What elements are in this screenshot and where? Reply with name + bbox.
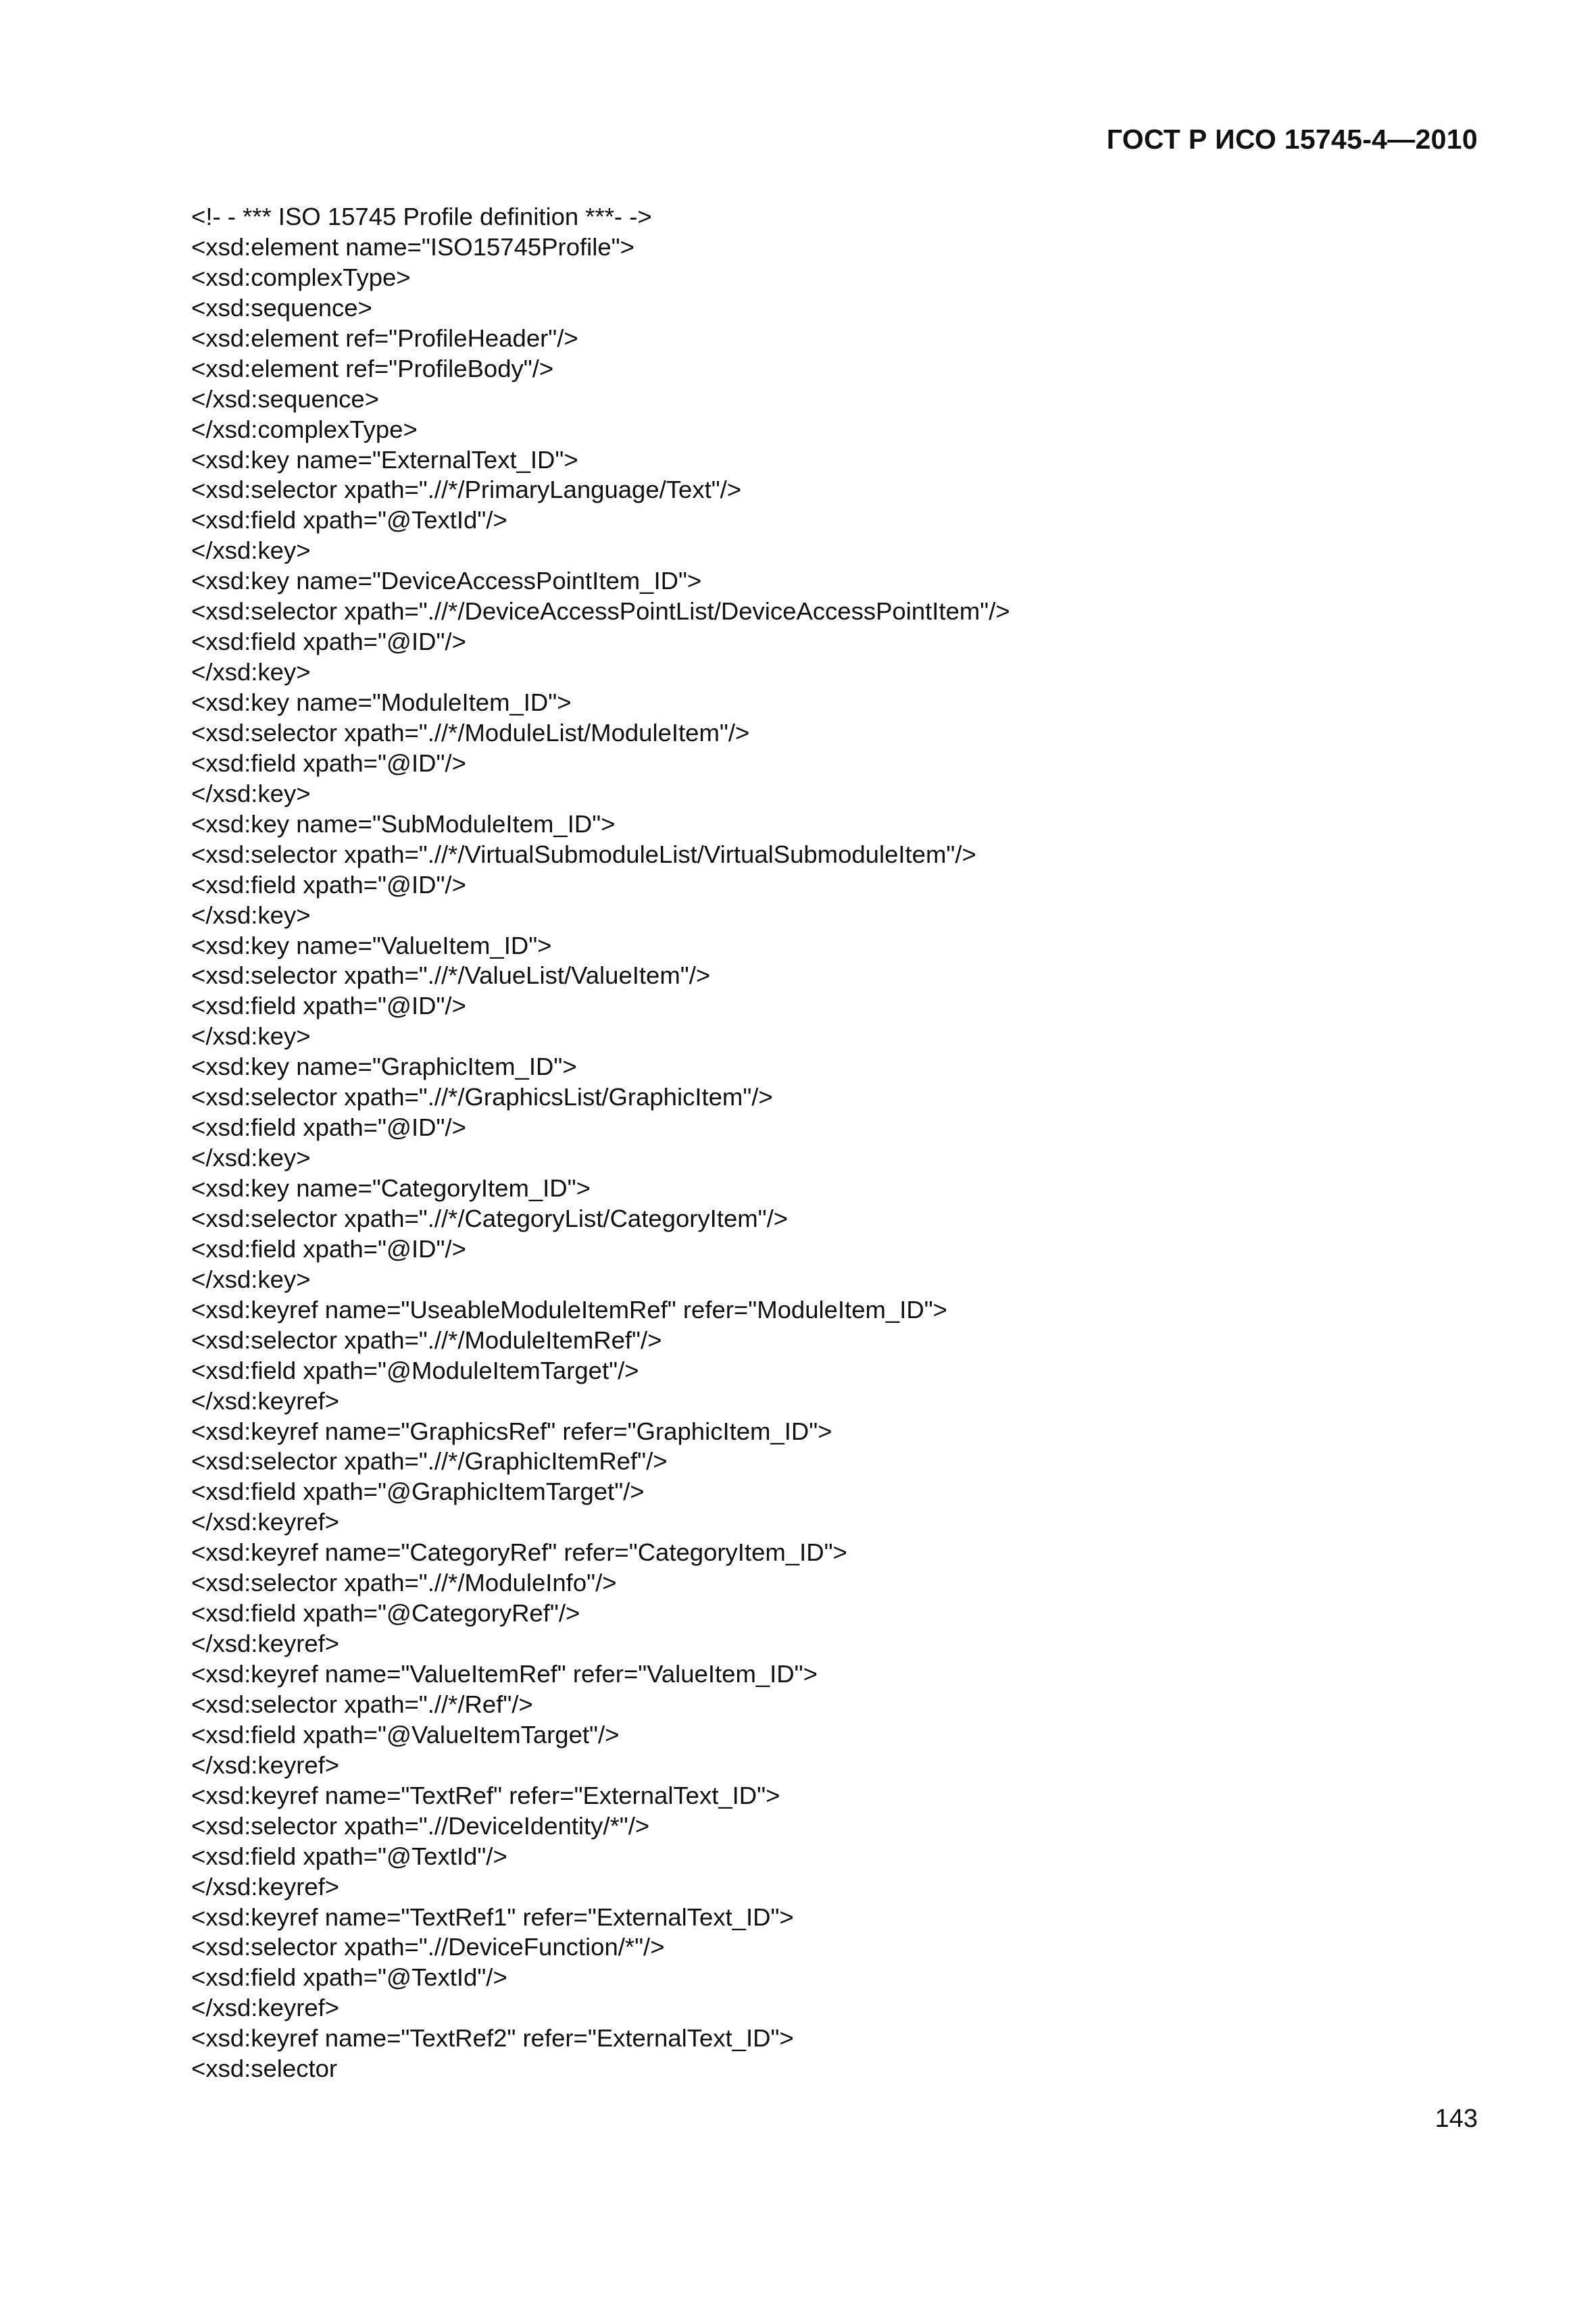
code-line: </xsd:key> bbox=[191, 1022, 311, 1051]
code-line: <xsd:keyref name="CategoryRef" refer="CategoryItem_ID"> bbox=[191, 1538, 847, 1567]
code-line: <xsd:selector xpath=".//*/GraphicItemRef"/> bbox=[191, 1447, 668, 1476]
code-line: <xsd:selector bbox=[191, 2055, 338, 2083]
code-line: </xsd:keyref> bbox=[191, 1994, 340, 2022]
document-header: ГОСТ Р ИСО 15745-4—2010 bbox=[1106, 124, 1478, 155]
code-line: <xsd:key name="DeviceAccessPointItem_ID"> bbox=[191, 567, 702, 595]
code-line: </xsd:key> bbox=[191, 1144, 311, 1172]
code-line: <!- - *** ISO 15745 Profile definition ***- -> bbox=[191, 203, 652, 230]
code-line: <xsd:selector xpath=".//*/VirtualSubmoduleList/VirtualSubmoduleItem"/> bbox=[191, 840, 976, 868]
code-line: <xsd:field xpath="@ID"/> bbox=[191, 1113, 466, 1142]
code-line: <xsd:selector xpath=".//*/ModuleItemRef"/> bbox=[191, 1326, 662, 1354]
code-line: <xsd:key name="SubModuleItem_ID"> bbox=[191, 809, 616, 838]
code-line: <xsd:selector xpath=".//*/PrimaryLanguage/Text"/> bbox=[191, 476, 742, 504]
code-line: <xsd:keyref name="UseableModuleItemRef" refer="ModuleItem_ID"> bbox=[191, 1295, 947, 1324]
code-line: </xsd:complexType> bbox=[191, 415, 418, 443]
code-line: <xsd:element name="ISO15745Profile"> bbox=[191, 232, 634, 261]
code-line: <xsd:selector xpath=".//*/DeviceAccessPointList/DeviceAccessPointItem"/> bbox=[191, 597, 1010, 626]
code-line: </xsd:keyref> bbox=[191, 1508, 340, 1536]
code-line: <xsd:key name="ExternalText_ID"> bbox=[191, 445, 578, 474]
code-line: <xsd:field xpath="@ID"/> bbox=[191, 992, 466, 1020]
code-line: <xsd:field xpath="@TextId"/> bbox=[191, 1963, 507, 1992]
code-line: <xsd:selector xpath=".//*/CategoryList/CategoryItem"/> bbox=[191, 1204, 789, 1232]
code-line: <xsd:field xpath="@CategoryRef"/> bbox=[191, 1599, 580, 1628]
code-line: <xsd:field xpath="@TextId"/> bbox=[191, 506, 507, 534]
code-line: <xsd:field xpath="@ID"/> bbox=[191, 749, 466, 777]
code-line: <xsd:key name="GraphicItem_ID"> bbox=[191, 1053, 577, 1081]
code-line: <xsd:selector xpath=".//*/ModuleList/ModuleItem"/> bbox=[191, 718, 750, 747]
code-line: </xsd:key> bbox=[191, 1265, 311, 1293]
code-line: <xsd:field xpath="@TextId"/> bbox=[191, 1842, 507, 1870]
code-line: <xsd:key name="ModuleItem_ID"> bbox=[191, 688, 572, 716]
code-line: </xsd:keyref> bbox=[191, 1872, 340, 1901]
code-line: <xsd:selector xpath=".//DeviceIdentity/*"/> bbox=[191, 1811, 650, 1840]
code-line: <xsd:selector xpath=".//DeviceFunction/*"/> bbox=[191, 1933, 665, 1961]
code-line: </xsd:key> bbox=[191, 901, 311, 929]
code-line: <xsd:selector xpath=".//*/ModuleInfo"/> bbox=[191, 1569, 617, 1597]
code-line: <xsd:selector xpath=".//*/GraphicsList/GraphicItem"/> bbox=[191, 1083, 773, 1111]
code-line: </xsd:keyref> bbox=[191, 1630, 340, 1658]
page-number: 143 bbox=[1435, 2105, 1478, 2133]
code-line: <xsd:complexType> bbox=[191, 263, 411, 291]
code-line: <xsd:key name="ValueItem_ID"> bbox=[191, 931, 552, 959]
code-line: <xsd:keyref name="ValueItemRef" refer="ValueItem_ID"> bbox=[191, 1660, 818, 1688]
code-line: <xsd:element ref="ProfileBody"/> bbox=[191, 354, 554, 382]
code-line: <xsd:selector xpath=".//*/ValueList/ValueItem"/> bbox=[191, 961, 711, 990]
code-line: <xsd:keyref name="TextRef" refer="ExternalText_ID"> bbox=[191, 1781, 780, 1809]
code-line: </xsd:key> bbox=[191, 658, 311, 686]
code-line: </xsd:key> bbox=[191, 779, 311, 807]
code-line: <xsd:field xpath="@ID"/> bbox=[191, 1234, 466, 1263]
code-line: <xsd:keyref name="TextRef2" refer="ExternalText_ID"> bbox=[191, 2024, 794, 2053]
code-line: <xsd:field xpath="@ValueItemTarget"/> bbox=[191, 1720, 620, 1749]
xsd-code-listing bbox=[191, 202, 1509, 2084]
code-line: <xsd:sequence> bbox=[191, 293, 372, 322]
code-line: <xsd:field xpath="@ModuleItemTarget"/> bbox=[191, 1356, 639, 1384]
code-line: </xsd:keyref> bbox=[191, 1751, 340, 1779]
code-line: <xsd:field xpath="@ID"/> bbox=[191, 870, 466, 899]
code-line: <xsd:keyref name="TextRef1" refer="ExternalText_ID"> bbox=[191, 1903, 794, 1931]
code-line: </xsd:sequence> bbox=[191, 384, 380, 413]
code-line: <xsd:element ref="ProfileHeader"/> bbox=[191, 324, 578, 352]
code-line: </xsd:key> bbox=[191, 536, 311, 565]
code-line: <xsd:selector xpath=".//*/Ref"/> bbox=[191, 1690, 533, 1718]
code-line: <xsd:key name="CategoryItem_ID"> bbox=[191, 1174, 591, 1202]
code-line: <xsd:field xpath="@ID"/> bbox=[191, 628, 466, 656]
code-line: </xsd:keyref> bbox=[191, 1386, 340, 1415]
code-line: <xsd:field xpath="@GraphicItemTarget"/> bbox=[191, 1478, 645, 1506]
code-line: <xsd:keyref name="GraphicsRef" refer="GraphicItem_ID"> bbox=[191, 1417, 832, 1445]
